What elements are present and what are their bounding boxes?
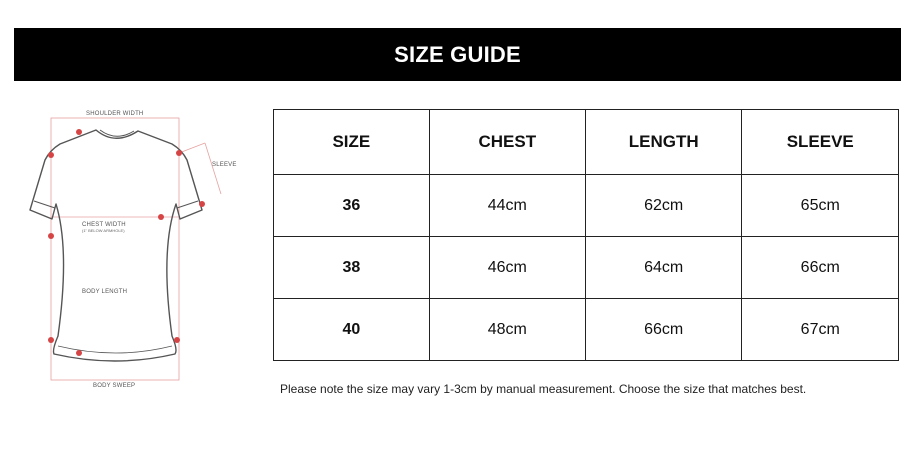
header-sleeve: SLEEVE [742, 110, 899, 175]
measurement-guides [51, 118, 221, 380]
page-title: SIZE GUIDE [394, 41, 521, 67]
sleeve-cell: 65cm [742, 175, 899, 237]
left-hem-point [48, 337, 54, 343]
chest-width-note: (1" BELOW ARMHOLE) [82, 228, 125, 233]
right-shoulder-point [176, 150, 182, 156]
tshirt-outline [30, 130, 202, 361]
chest-width-label: CHEST WIDTH [82, 222, 126, 228]
chest-cell: 48cm [429, 299, 585, 361]
sleeve-guide-side [205, 143, 221, 194]
bottom-hem [58, 346, 172, 353]
length-cell: 66cm [585, 299, 742, 361]
tshirt-measurement-diagram [20, 100, 260, 400]
header-length: LENGTH [585, 110, 742, 175]
header-chest: CHEST [429, 110, 585, 175]
sleeve-cell: 67cm [742, 299, 899, 361]
table-row [274, 175, 899, 237]
sleeve-guide-top [179, 143, 205, 153]
body-length-guide [51, 118, 179, 380]
measurement-points [48, 129, 205, 356]
sleeve-hems [34, 201, 198, 208]
left-shoulder-point [48, 152, 54, 158]
header-size: SIZE [274, 110, 430, 175]
right-cuff-point [199, 201, 205, 207]
shoulder-width-label: SHOULDER WIDTH [86, 111, 144, 117]
tshirt-body [30, 130, 202, 361]
table-row [274, 299, 899, 361]
chest-cell: 46cm [429, 237, 585, 299]
table-row [274, 237, 899, 299]
table-header-row [274, 110, 899, 175]
length-cell: 62cm [585, 175, 742, 237]
body-length-label: BODY LENGTH [82, 289, 128, 295]
size-table [273, 109, 899, 361]
measurement-note: Please note the size may vary 1-3cm by manual measurement. Choose the size that matches best. [280, 382, 807, 396]
size-cell: 40 [274, 299, 430, 361]
size-cell: 36 [274, 175, 430, 237]
sleeve-label: SLEEVE [212, 162, 237, 168]
tshirt-diagram-svg [20, 100, 260, 400]
length-cell: 64cm [585, 237, 742, 299]
sleeve-cell: 66cm [742, 237, 899, 299]
chest-cell: 44cm [429, 175, 585, 237]
left-neck-point [76, 129, 82, 135]
right-hem-point [174, 337, 180, 343]
body-sweep-label: BODY SWEEP [93, 383, 136, 389]
size-cell: 38 [274, 237, 430, 299]
left-armpit-point [48, 233, 54, 239]
size-guide-banner [14, 28, 901, 81]
right-armpit-point [158, 214, 164, 220]
bottom-left-point [76, 350, 82, 356]
